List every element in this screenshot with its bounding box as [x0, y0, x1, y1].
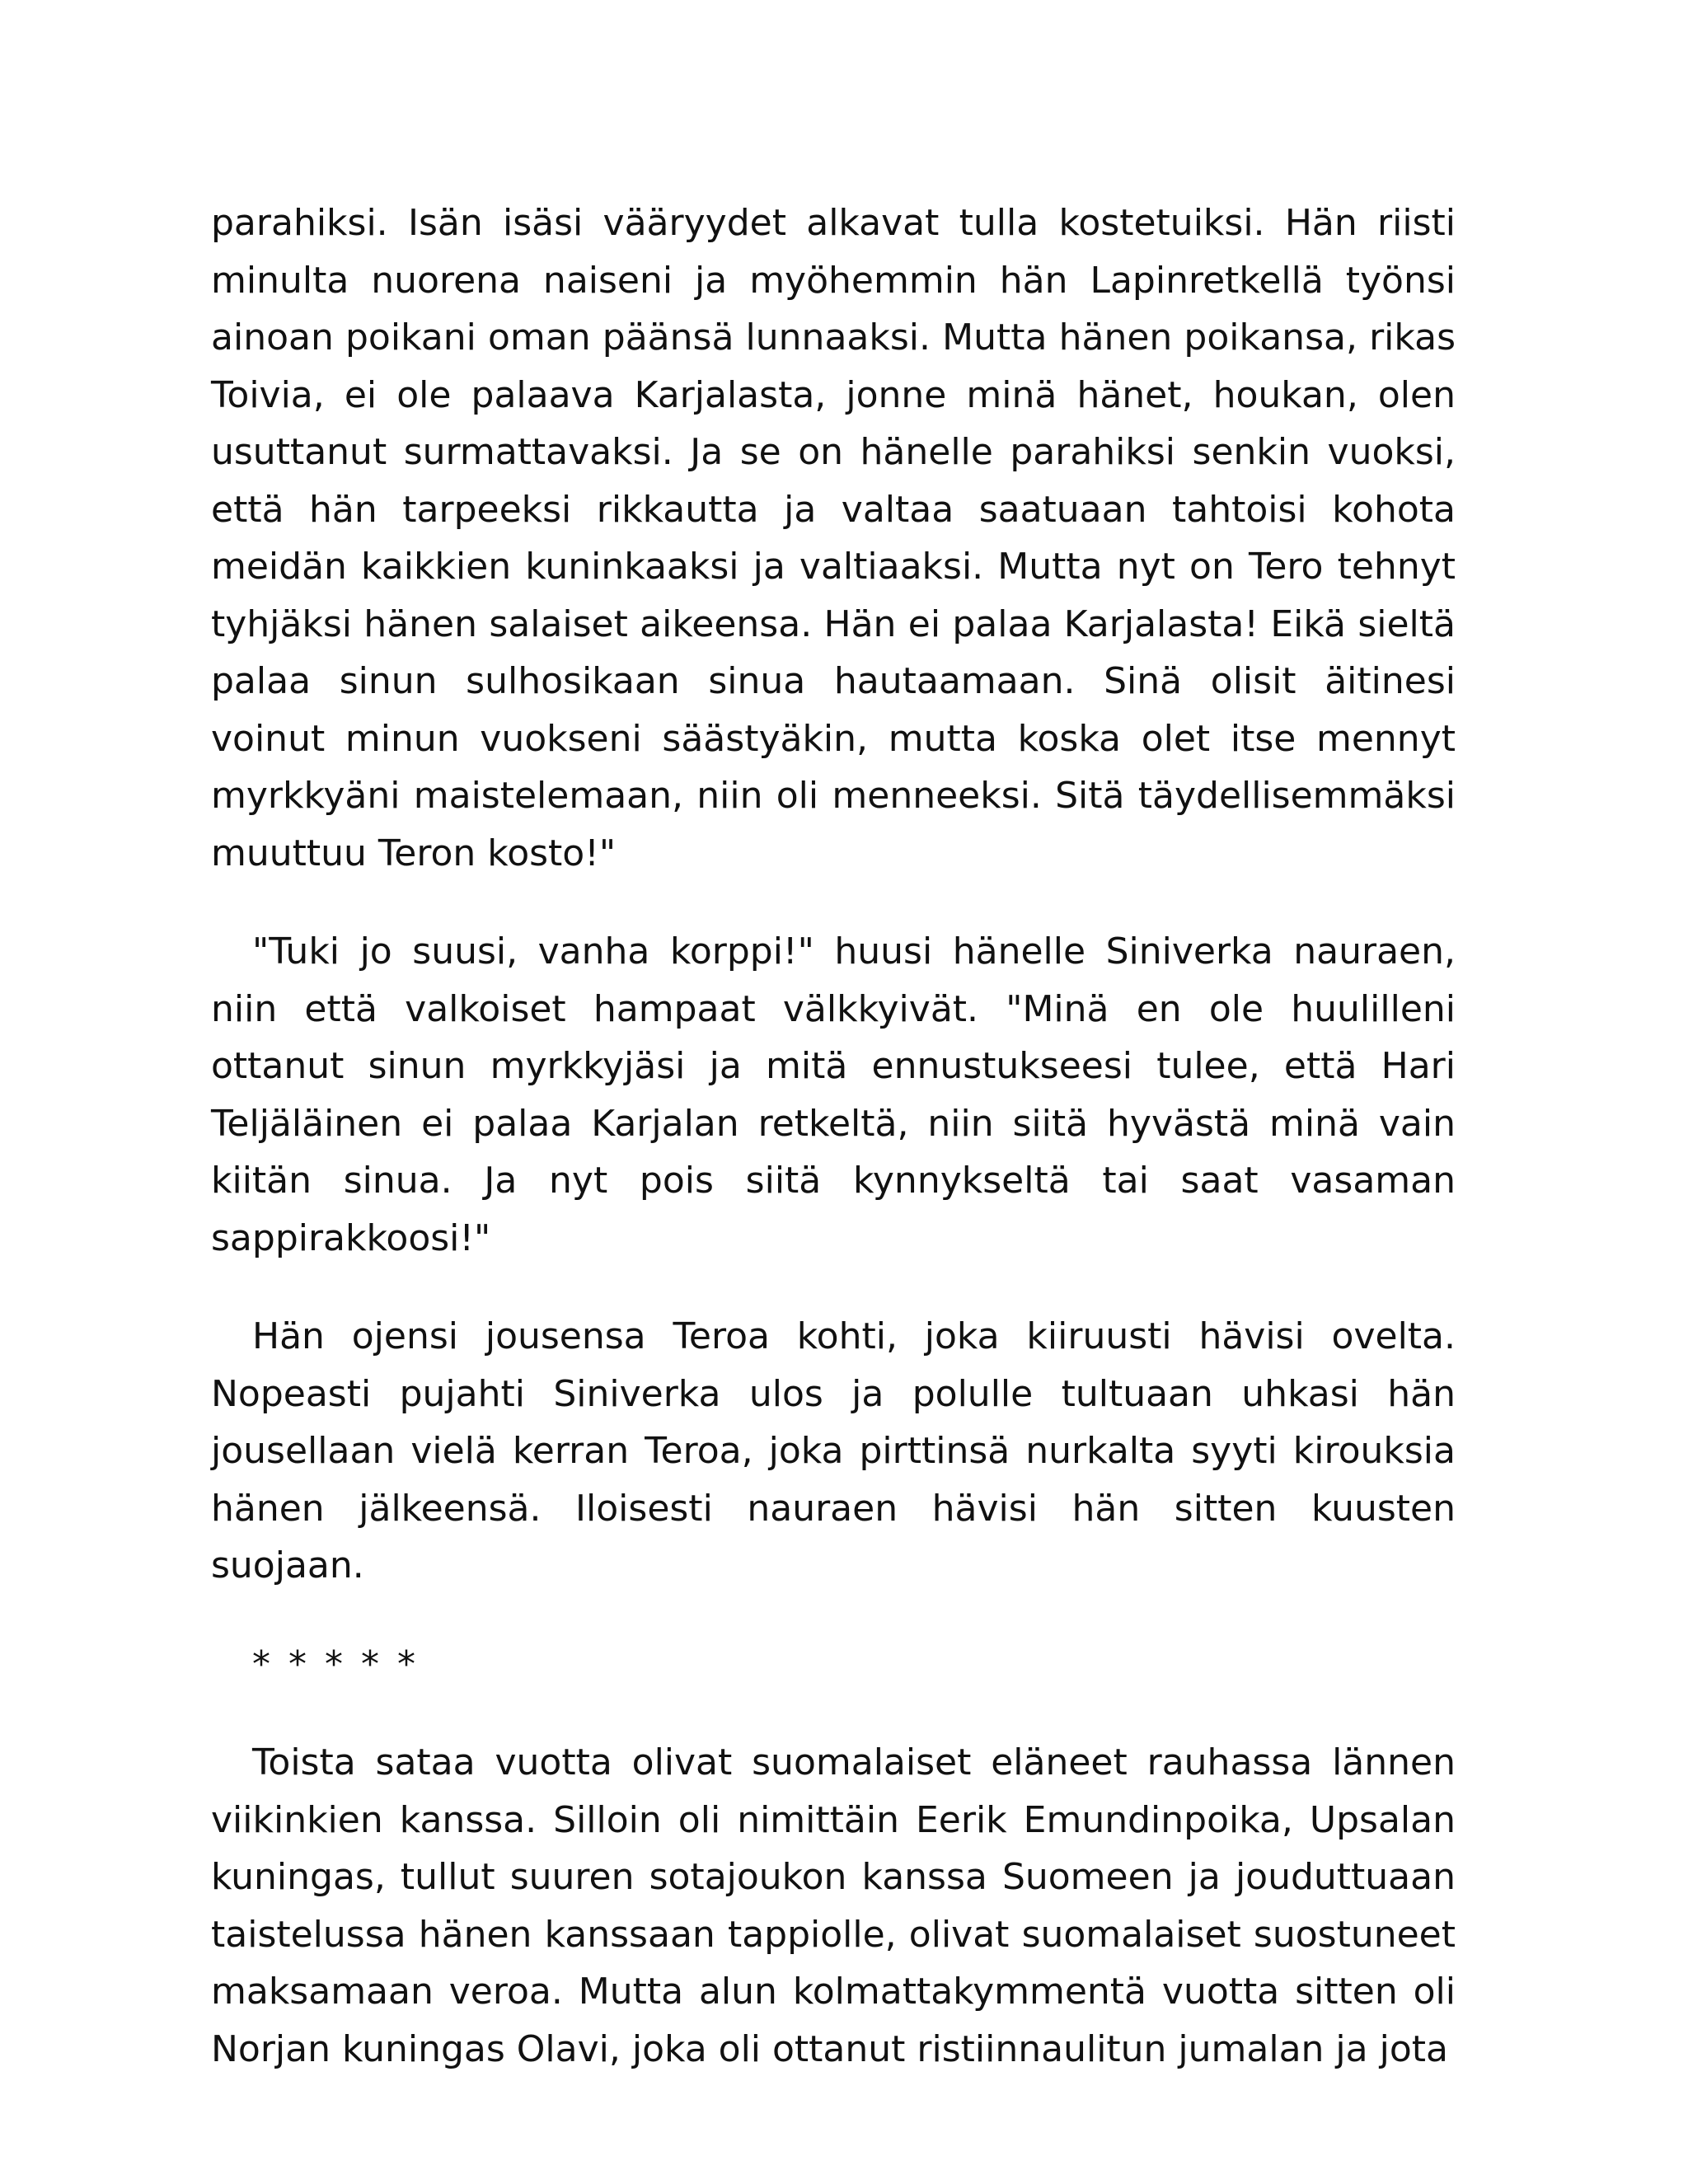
section-separator: * * * * *	[252, 1643, 419, 1685]
paragraph-2: "Tuki jo suusi, vanha korppi!" huusi hänelle Siniverka nauraen, niin että valkoiset hampaat välkkyivät. "Minä en ole huulilleni ottanut sinun myrkkyjäsi ja mitä ennustukseesi tulee, että Hari Teljäläinen ei palaa Karjalan retkeltä, niin siitä hyvästä minä vain kiitän sinua. Ja nyt pois siitä kynnykseltä tai saat vasaman sappirakkoosi!"	[211, 930, 1456, 1259]
body-text	[211, 194, 1456, 2119]
paragraph-1: parahiksi. Isän isäsi vääryydet alkavat tulla kostetuiksi. Hän riisti minulta nuorena naiseni ja myöhemmin hän Lapinretkellä työnsi ainoan poikani oman päänsä lunnaaksi. Mutta hänen poikansa, rikas Toivia, ei ole palaava Karjalasta, jonne minä hänet, houkan, olen usuttanut surmattavaksi. Ja se on hänelle parahiksi senkin vuoksi, että hän tarpeeksi rikkautta ja valtaa saatuaan tahtoisi kohota meidän kaikkien kuninkaaksi ja valtiaaksi. Mutta nyt on Tero tehnyt tyhjäksi hänen salaiset aikeensa. Hän ei palaa Karjalasta! Eikä sieltä palaa sinun sulhosikaan sinua hautaamaan. Sinä olisit äitinesi voinut minun vuokseni säästyäkin, mutta koska olet itse mennyt myrkkyäni maistelemaan, niin oli menneeksi. Sitä täydellisemmäksi muuttuu Teron kosto!"	[211, 202, 1456, 874]
paragraph-3: Hän ojensi jousensa Teroa kohti, joka kiiruusti hävisi ovelta. Nopeasti pujahti Siniverka ulos ja polulle tultuaan uhkasi hän jousellaan vielä kerran Teroa, joka pirttinsä nurkalta syyti kirouksia hänen jälkeensä. Iloisesti nauraen hävisi hän sitten kuusten suojaan.	[211, 1315, 1456, 1586]
paragraph-4: Toista sataa vuotta olivat suomalaiset eläneet rauhassa lännen viikinkien kanssa. Silloin oli nimittäin Eerik Emundinpoika, Upsalan kuningas, tullut suuren sotajoukon kanssa Suomeen ja jouduttuaan taistelussa hänen kanssaan tappiolle, olivat suomalaiset suostuneet maksamaan veroa. Mutta alun kolmattakymmentä vuotta sitten oli Norjan kuningas Olavi, joka oli ottanut ristiinnaulitun jumalan ja jota	[211, 1741, 1456, 2070]
